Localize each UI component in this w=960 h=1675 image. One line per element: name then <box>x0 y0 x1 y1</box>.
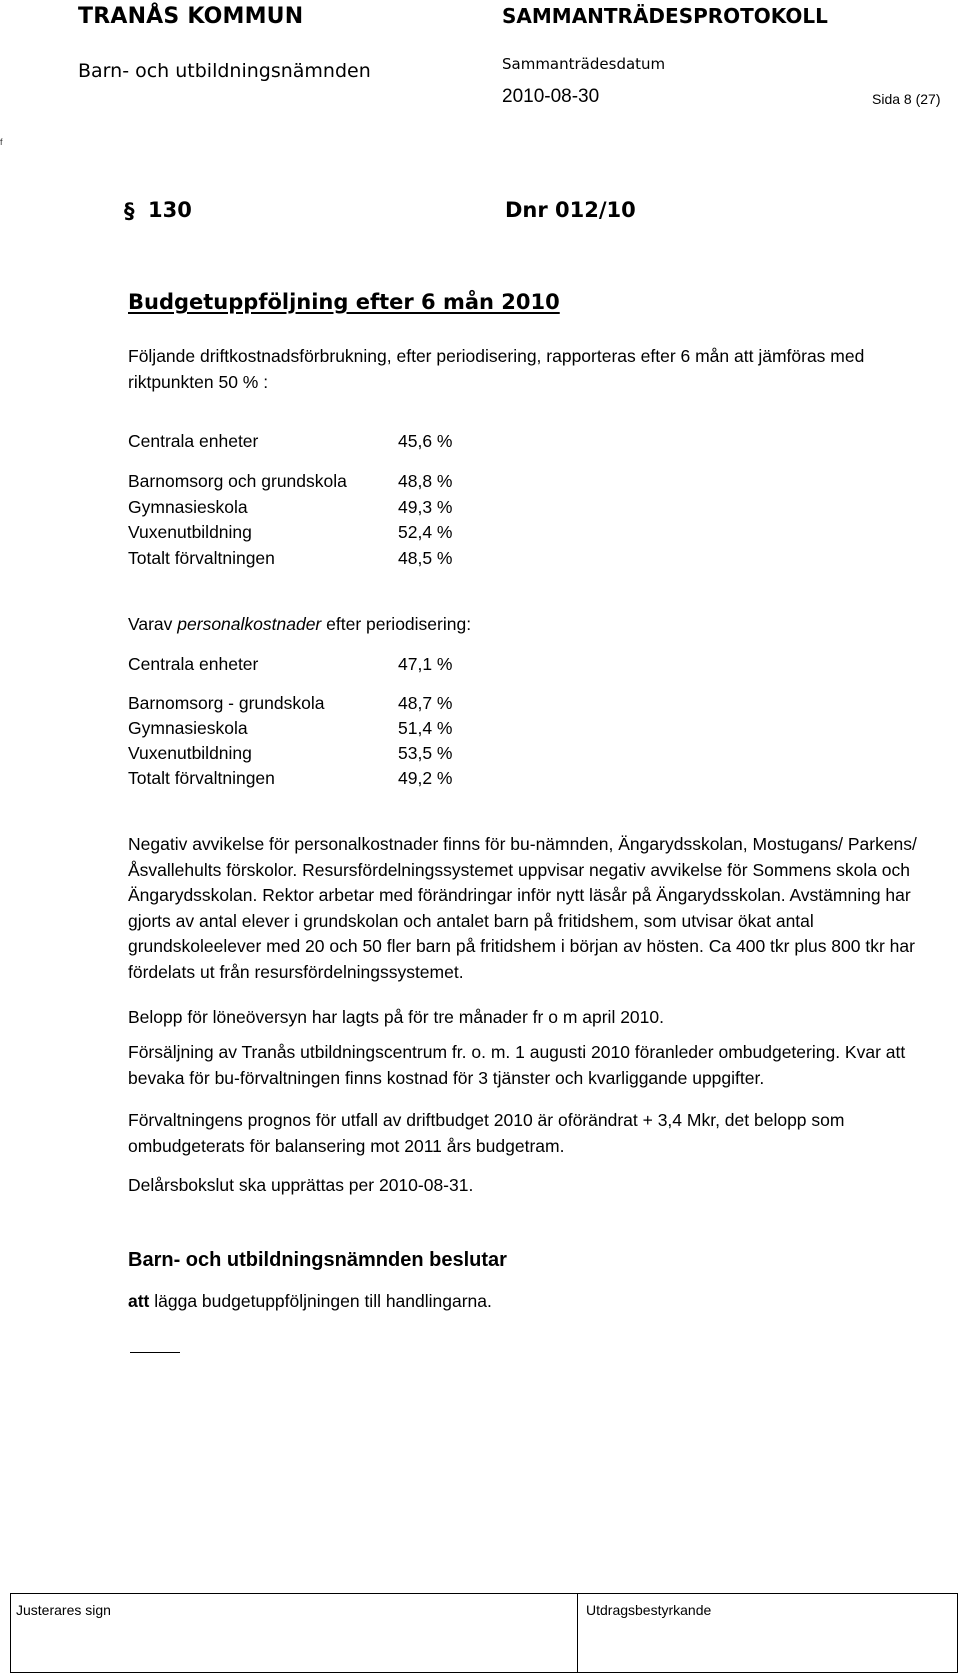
decision-text <box>128 1291 492 1312</box>
section-title: Budgetuppföljning efter 6 mån 2010 <box>128 290 560 314</box>
table-row-label: Totalt förvaltningen <box>128 768 275 788</box>
table-row-label: Vuxenutbildning <box>128 522 252 542</box>
section-sign-icon <box>122 199 144 221</box>
table-row-value: 47,1 % <box>398 654 453 674</box>
table-row-value: 48,7 % <box>398 693 453 713</box>
intro-line-1: Följande driftkostnadsförbrukning, efter periodisering, rapporteras efter 6 mån att jämföras med <box>128 346 865 366</box>
section-number: 130 <box>148 198 192 222</box>
personnel-cost-heading <box>128 614 471 635</box>
table-row-label: Centrala enheter <box>128 654 259 674</box>
extract-certification-label: Utdragsbestyrkande <box>586 1602 712 1618</box>
table-row-label: Barnomsorg och grundskola <box>128 471 347 491</box>
committee-name: Barn- och utbildningsnämnden <box>78 60 371 82</box>
stray-mark: f <box>0 137 3 147</box>
meeting-date: 2010-08-30 <box>502 86 600 107</box>
decision-keyword: att <box>128 1291 150 1311</box>
forecast-paragraph: Förvaltningens prognos för utfall av driftbudget 2010 är oförändrat + 3,4 Mkr, det belopp som ombudgeterats för balansering mot 2011 års budgetram. <box>128 1110 845 1156</box>
page-number: Sida 8 (27) <box>872 91 941 107</box>
personnel-heading-prefix: Varav <box>128 614 178 634</box>
table-row-value: 53,5 % <box>398 743 453 763</box>
adjuster-sign-label: Justerares sign <box>16 1602 111 1618</box>
protocol-title: SAMMANTRÄDESPROTOKOLL <box>502 4 828 28</box>
organization-name: TRANÅS KOMMUN <box>78 4 304 29</box>
svg-text:§: § <box>124 199 135 221</box>
table-row-label: Totalt förvaltningen <box>128 548 275 568</box>
signature-footer <box>10 1593 958 1673</box>
negative-deviation-paragraph: Negativ avvikelse för personalkostnader finns för bu-nämnden, Ängarydsskolan, Mostugans/ Parkens/ Åsvallehults förskolor. Resursfördelningssystemet uppvisar negativ avvikelse för Sommens skola och Ängarydsskolan. Rektor arbetar med förändringar inför nytt läsår på Ängarydsskolan. Avstämning har gjorts av antal elever i grundskolan och antalet barn på fritidshem, som utvisar ökat antal grundskoleelever med 20 och 50 fler barn på fritidshem i början av hösten. Ca 400 tkr plus 800 tkr har fördelats ut från resursfördelningssystemet. <box>128 834 917 982</box>
end-rule <box>130 1352 180 1353</box>
table-row-value: 49,3 % <box>398 497 453 517</box>
interim-report-paragraph: Delårsbokslut ska upprättas per 2010-08-31. <box>128 1175 474 1195</box>
personnel-heading-emphasis: personalkostnader <box>177 614 322 634</box>
table-row-label: Gymnasieskola <box>128 718 248 738</box>
table-row-value: 45,6 % <box>398 431 453 451</box>
footer-divider <box>577 1594 578 1672</box>
table-row-label: Vuxenutbildning <box>128 743 252 763</box>
table-row-value: 51,4 % <box>398 718 453 738</box>
meeting-date-label: Sammanträdesdatum <box>502 55 666 73</box>
sale-paragraph: Försäljning av Tranås utbildningscentrum fr. o. m. 1 augusti 2010 föranleder ombudgetering. Kvar att bevaka för bu-förvaltningen finns kostnad för 3 tjänster och kvarliggande uppgifter. <box>128 1042 906 1088</box>
decision-heading: Barn- och utbildningsnämnden beslutar <box>128 1249 507 1271</box>
personnel-heading-suffix: efter periodisering: <box>321 614 472 634</box>
intro-line-2: riktpunkten 50 % : <box>128 372 269 392</box>
diary-number: Dnr 012/10 <box>505 198 636 222</box>
table-row-label: Gymnasieskola <box>128 497 248 517</box>
table-row-label: Barnomsorg - grundskola <box>128 693 325 713</box>
table-row-label: Centrala enheter <box>128 431 259 451</box>
table-row-value: 48,5 % <box>398 548 453 568</box>
table-row-value: 48,8 % <box>398 471 453 491</box>
salary-review-paragraph: Belopp för löneöversyn har lagts på för tre månader fr o m april 2010. <box>128 1007 664 1027</box>
decision-body: lägga budgetuppföljningen till handlingarna. <box>149 1291 492 1311</box>
table-row-value: 52,4 % <box>398 522 453 542</box>
table-row-value: 49,2 % <box>398 768 453 788</box>
